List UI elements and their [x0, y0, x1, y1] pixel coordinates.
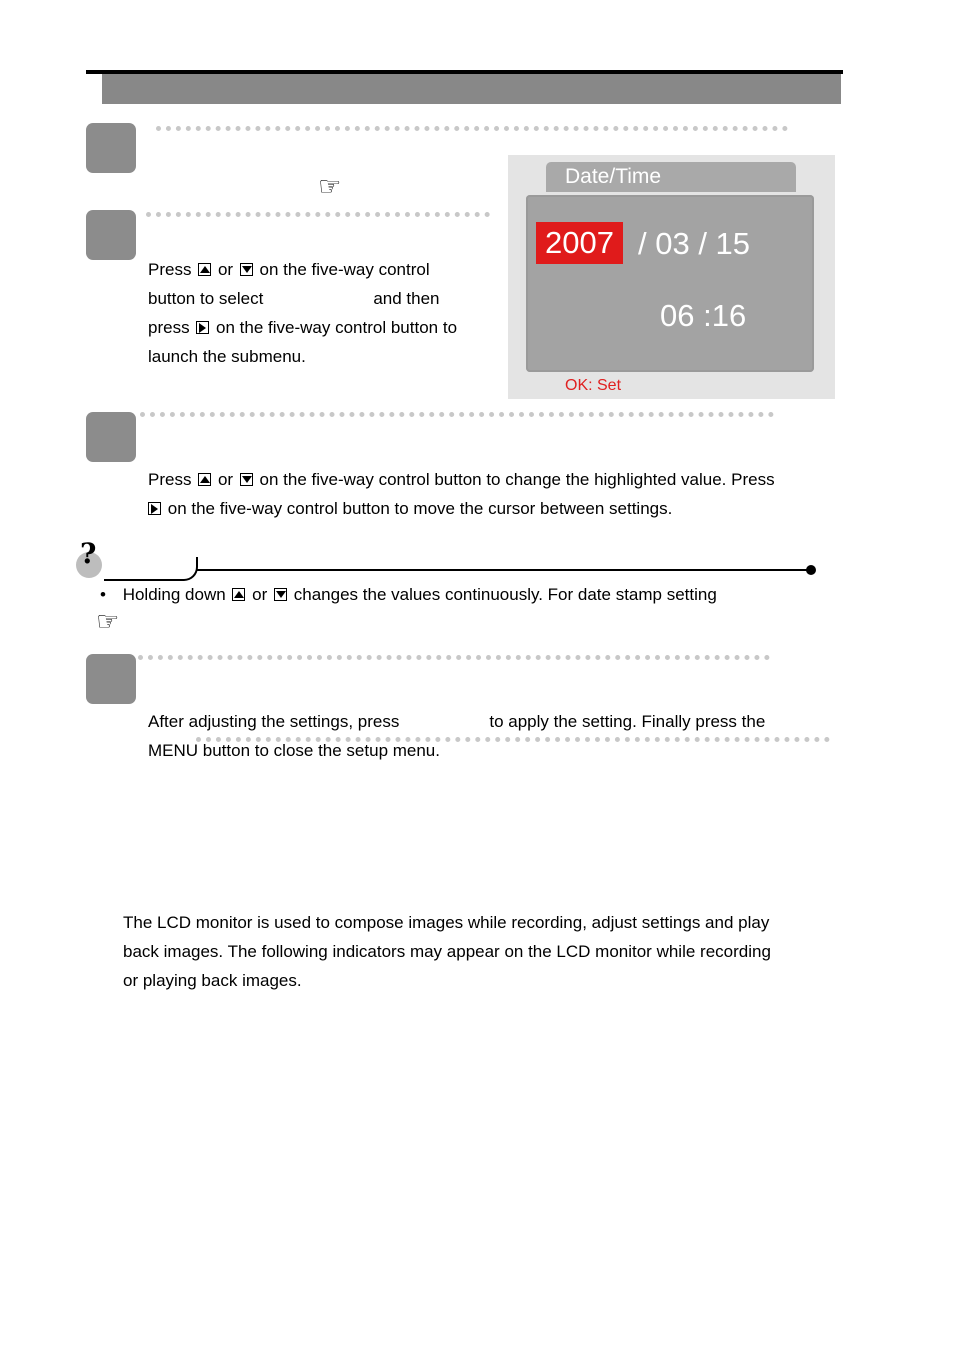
- step-3-text-line-2: on the five-way control button to move the cursor between settings.: [167, 499, 673, 518]
- up-arrow-icon: [198, 473, 211, 486]
- lcd-display: [526, 195, 814, 372]
- step-3-text-rest: on the five-way control button to change the highlighted value. Press: [259, 470, 775, 489]
- paragraph-line-3: or playing back images.: [123, 971, 302, 990]
- header-bar: [102, 74, 841, 104]
- step-4-dotted-rule: [138, 655, 770, 660]
- step-3-text-or: or: [217, 470, 234, 489]
- step-4-marker: [86, 654, 136, 704]
- step-2-text-and-then: and then: [373, 289, 440, 308]
- step-2-text-rest: on the five-way control: [259, 260, 430, 279]
- paragraph-line-2: back images. The following indicators may appear on the LCD monitor while recording: [123, 942, 771, 961]
- step-2-text-or: or: [217, 260, 234, 279]
- note-rule-end-dot: [806, 565, 816, 575]
- pointing-hand-icon: ☞: [96, 607, 120, 637]
- right-arrow-icon: [148, 502, 161, 515]
- lcd-date-time-screen: [508, 155, 835, 399]
- step-4-text-press: After adjusting the settings, press: [148, 712, 400, 731]
- lcd-ok-label: OK: Set: [565, 377, 622, 394]
- note-text: [100, 580, 820, 609]
- lcd-tab-title: Date/Time: [546, 162, 796, 192]
- step-1-dotted-rule: [156, 126, 788, 131]
- paragraph-line-1: The LCD monitor is used to compose images while recording, adjust settings and play: [123, 913, 770, 932]
- step-1-marker: [86, 123, 136, 173]
- down-arrow-icon: [240, 263, 253, 276]
- question-mark-icon: ?: [80, 537, 97, 570]
- lcd-date-rest: / 03 / 15: [638, 226, 751, 261]
- step-2-dotted-rule: [146, 212, 490, 217]
- step-3-text: [148, 465, 848, 523]
- lcd-section-paragraph: [123, 908, 843, 995]
- step-2-text-line-4: launch the submenu.: [148, 347, 306, 366]
- note-text-rest: changes the values continuously. For date stamp setting: [293, 585, 717, 604]
- pointing-hand-icon: ☞: [318, 172, 342, 202]
- step-3-marker: [86, 412, 136, 462]
- step-4-text-apply: to apply the setting. Finally press the: [489, 712, 766, 731]
- note-rule: [196, 569, 810, 571]
- up-arrow-icon: [232, 588, 245, 601]
- step-2-marker: [86, 210, 136, 260]
- note-text-or: or: [252, 585, 268, 604]
- step-3-text-press: Press: [148, 470, 192, 489]
- up-arrow-icon: [198, 263, 211, 276]
- right-arrow-icon: [196, 321, 209, 334]
- step-2-text-press-2: press: [148, 318, 190, 337]
- step-4-text-line-2: MENU button to close the setup menu.: [148, 741, 440, 760]
- note-text-holding: Holding down: [122, 585, 226, 604]
- step-2-text-rest-2: on the five-way control button to: [216, 318, 458, 337]
- step-2-text: [148, 255, 498, 371]
- lcd-year-highlight: 2007: [536, 222, 623, 264]
- down-arrow-icon: [240, 473, 253, 486]
- note-bullet: •: [100, 585, 106, 604]
- lcd-time: 06 :16: [660, 298, 747, 333]
- step-3-dotted-rule: [140, 412, 774, 417]
- step-4-text: [148, 707, 848, 765]
- step-2-text-press: Press: [148, 260, 192, 279]
- note-curve-line: [104, 557, 198, 581]
- step-2-text-select: button to select: [148, 289, 264, 308]
- down-arrow-icon: [274, 588, 287, 601]
